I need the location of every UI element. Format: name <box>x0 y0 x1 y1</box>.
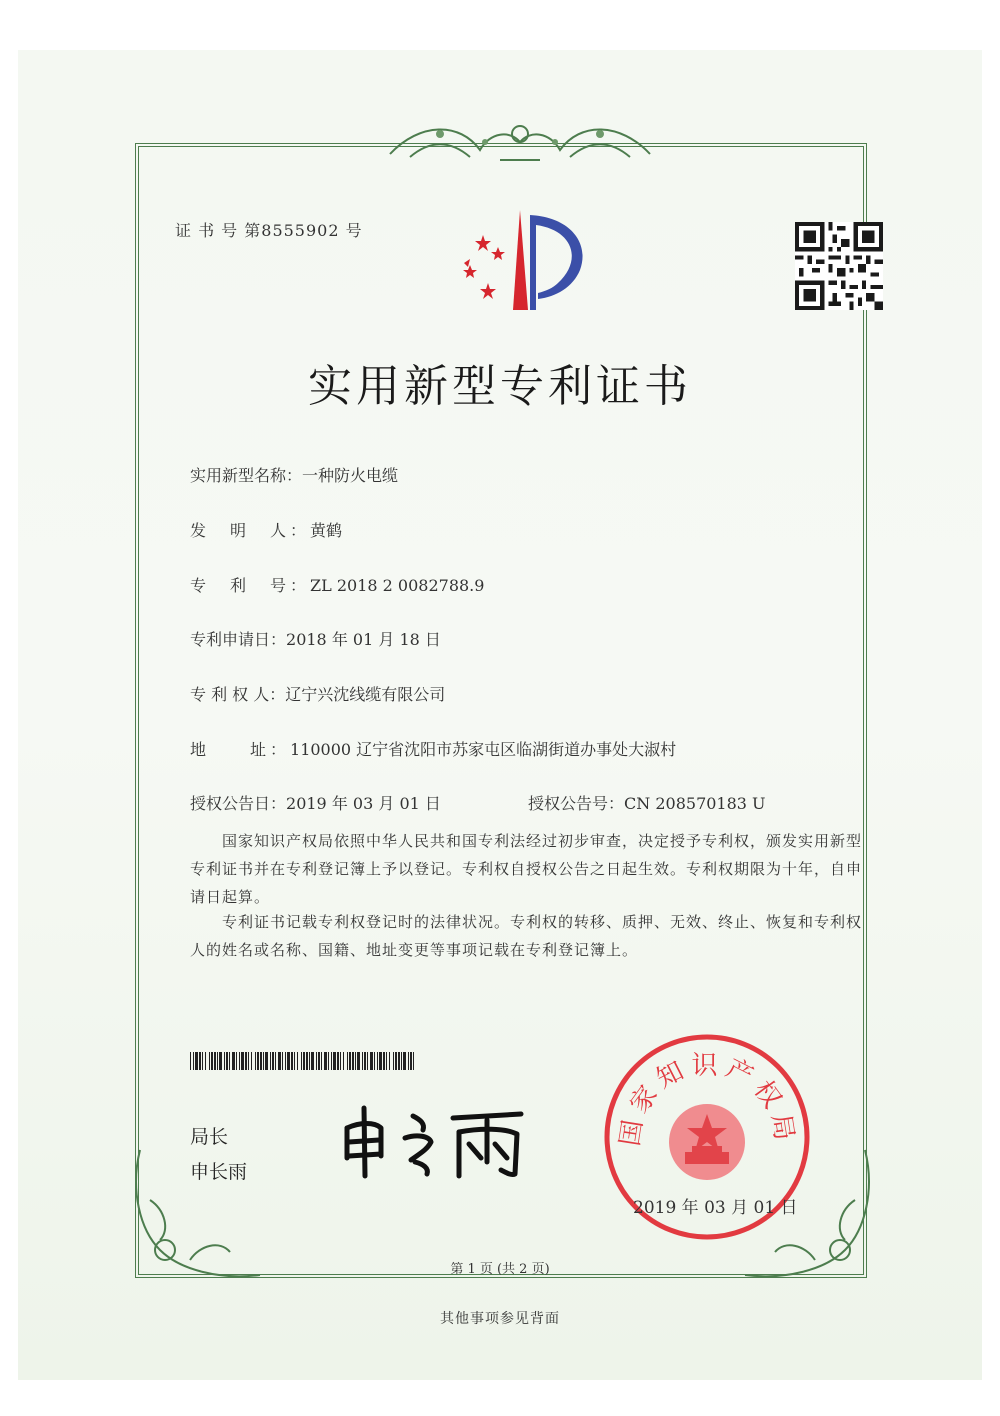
patent-number-row <box>190 573 484 596</box>
field-value: 2018 年 01 月 18 日 <box>286 630 441 649</box>
field-value: 110000 辽宁省沈阳市苏家屯区临湖街道办事处大淑村 <box>290 740 677 759</box>
field-label: 地 址： <box>190 740 291 759</box>
patent-office-emblem-icon <box>458 205 598 315</box>
field-value: CN 208570183 U <box>624 794 766 813</box>
director-title: 局长 <box>190 1126 229 1148</box>
field-label: 实用新型名称： <box>190 466 303 485</box>
footer-note: 其他事项参见背面 <box>440 1311 560 1327</box>
qr-code <box>795 222 883 310</box>
field-value: ZL 2018 2 0082788.9 <box>310 576 485 595</box>
grant-date-row <box>190 791 441 814</box>
inventor-row <box>190 518 342 541</box>
field-label: 授权公告日： <box>190 794 287 813</box>
director-signature <box>335 1100 535 1180</box>
field-value: 辽宁兴沈线缆有限公司 <box>285 685 446 704</box>
certificate-title: 实用新型专利证书 <box>308 361 692 412</box>
field-label: 发 明 人： <box>190 521 311 540</box>
barcode <box>190 1052 418 1070</box>
patentee-row <box>190 682 445 705</box>
address-row <box>190 737 676 760</box>
seal-date: 2019 年 03 月 01 日 <box>633 1198 798 1218</box>
svg-text:国家知识产权局: 国家知识产权局 <box>615 1050 800 1149</box>
filing-date-row <box>190 627 441 650</box>
legal-paragraph-2: 专利证书记载专利权登记时的法律状况。专利权的转移、质押、无效、终止、恢复和专利权人的姓名或名称、国籍、地址变更等事项记载在专利登记簿上。 <box>190 913 863 959</box>
field-label: 授权公告号： <box>528 794 625 813</box>
page-indicator: 第 1 页 (共 2 页) <box>450 1262 550 1277</box>
top-ornament <box>380 112 660 172</box>
utility-model-name-row <box>190 463 398 486</box>
field-label: 专 利 号： <box>190 576 311 595</box>
field-value: 2019 年 03 月 01 日 <box>286 794 441 813</box>
director-name: 申长雨 <box>190 1161 248 1183</box>
field-value: 黄鹤 <box>310 521 343 540</box>
field-label: 专 利 权 人： <box>190 685 286 704</box>
certificate-number: 证 书 号 第8555902 号 <box>175 221 363 240</box>
grant-number-row <box>528 791 766 814</box>
legal-paragraph-1: 国家知识产权局依照中华人民共和国专利法经过初步审查，决定授予专利权，颁发实用新型专利证书并在专利登记簿上予以登记。专利权自授权公告之日起生效。专利权期限为十年，自申请日起算。 <box>190 832 863 906</box>
field-value: 一种防火电缆 <box>302 466 399 485</box>
field-label: 专利申请日： <box>190 630 287 649</box>
